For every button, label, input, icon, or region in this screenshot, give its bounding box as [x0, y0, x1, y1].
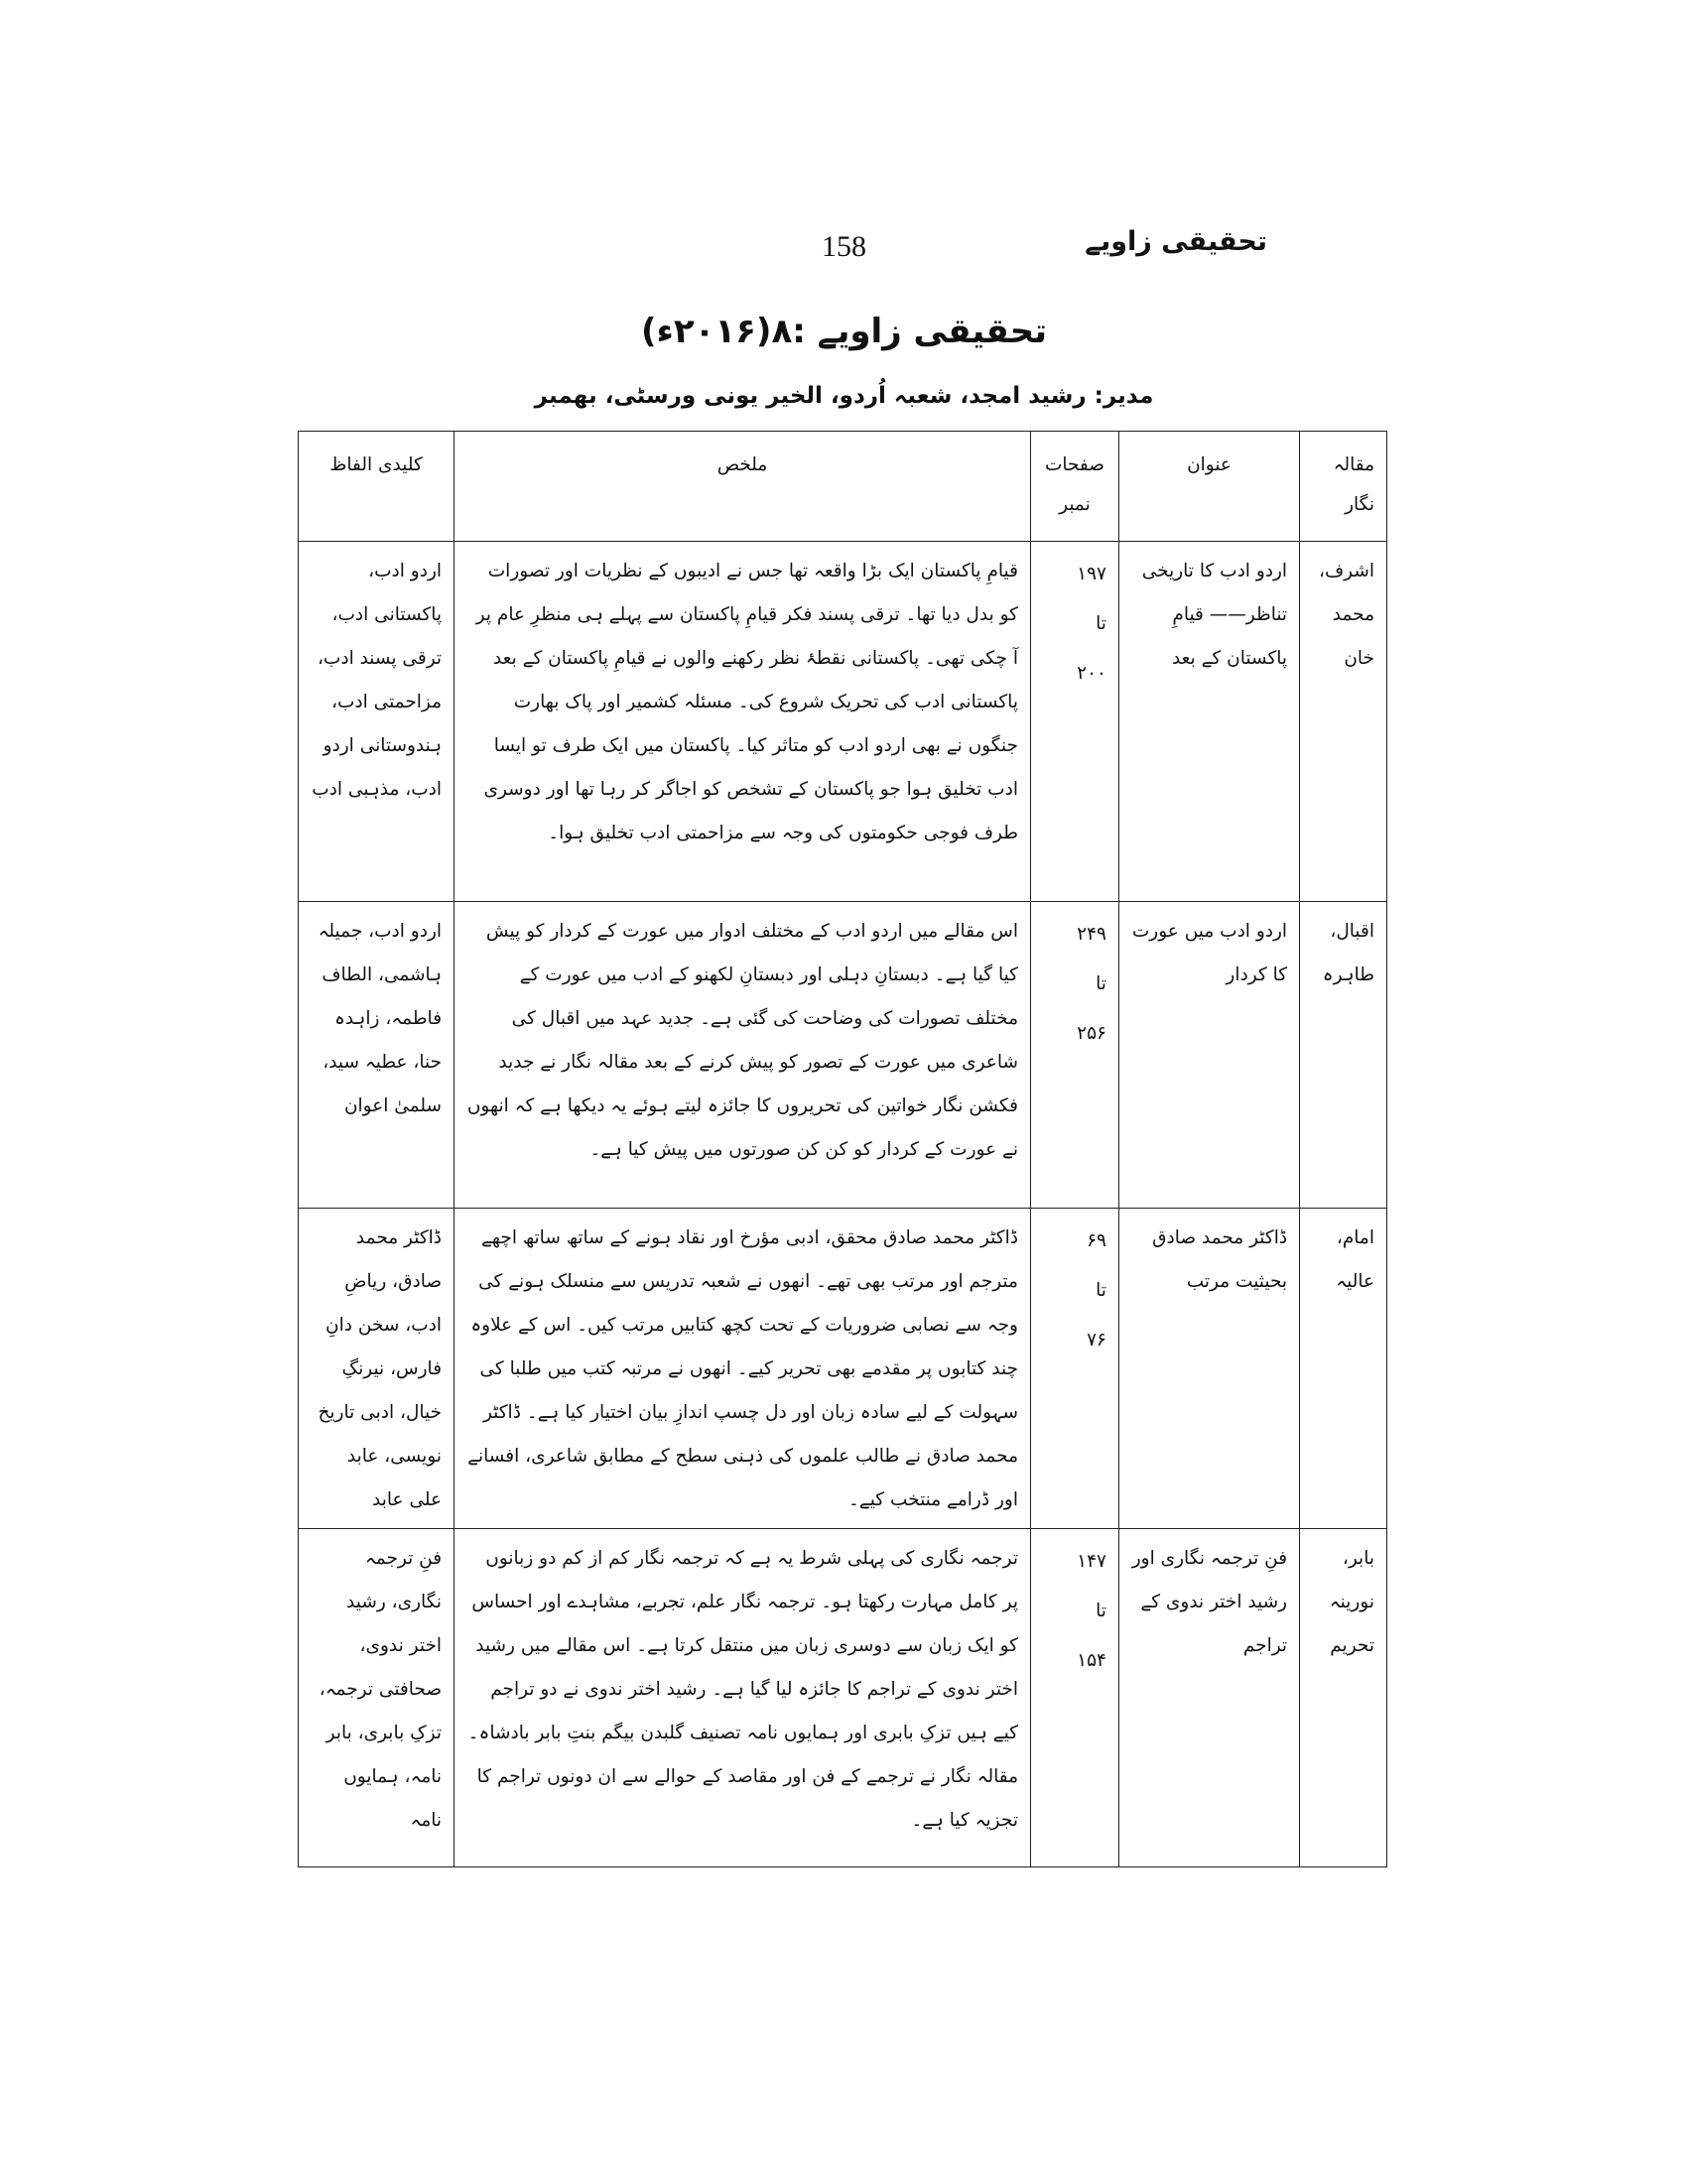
- page-to-word: تا: [1096, 973, 1106, 994]
- table-header-row: [299, 432, 1387, 542]
- page-number: 158: [822, 230, 866, 263]
- page-from: ۱۴۷: [1077, 1551, 1106, 1572]
- pages-cell: [1030, 902, 1118, 1209]
- table-row: [299, 542, 1387, 902]
- title-cell: اردو ادب کا تاریخی تناظر—— قیامِ پاکستان کے بعد: [1118, 542, 1299, 902]
- article-index-table: [298, 431, 1387, 1867]
- author-cell: اشرف، محمد خان: [1300, 542, 1387, 902]
- page-to: ۱۵۴: [1077, 1650, 1106, 1671]
- summary-cell: ترجمہ نگاری کی پہلی شرط یہ ہے کہ ترجمہ نگار کم از کم دو زبانوں پر کامل مہارت رکھتا ہو۔ ترجمہ نگار علم، تجربے، مشاہدے اور احساس کو ایک زبان سے دوسری زبان میں منتقل کرتا ہے۔ اس مقالے میں رشید اختر ندوی کے تراجم کا جائزہ لیا گیا ہے۔ رشید اختر ندوی نے دو تراجم کیے ہیں تزکِ بابری اور ہمایوں نامہ تصنیف گلبدن بیگم بنتِ بابر بادشاہ۔ مقالہ نگار نے ترجمے کے فن اور مقاصد کے حوالے سے ان دونوں تراجم کا تجزیہ کیا ہے۔: [454, 1529, 1031, 1867]
- keywords-cell: اردو ادب، جمیلہ ہاشمی، الطاف فاطمہ، زاہدہ حنا، عطیہ سید، سلمیٰ اعوان: [299, 902, 454, 1209]
- page-to-word: تا: [1096, 1280, 1106, 1301]
- header-pages: صفحات نمبر: [1030, 432, 1118, 542]
- running-head: تحقیقی زاویے: [1085, 226, 1267, 257]
- editor-line: مدیر: رشید امجد، شعبہ اُردو، الخیر یونی ورسٹی، بھمبر: [534, 383, 1154, 409]
- page-from: ۲۴۹: [1077, 924, 1106, 945]
- table-row: [299, 1209, 1387, 1529]
- header-keywords: کلیدی الفاظ: [299, 432, 454, 542]
- keywords-cell: فنِ ترجمہ نگاری، رشید اختر ندوی، صحافتی ترجمہ، تزکِ بابری، بابر نامہ، ہمایوں نامہ: [299, 1529, 454, 1867]
- page-to-word: تا: [1096, 613, 1106, 634]
- pages-cell: [1030, 542, 1118, 902]
- title-cell: ڈاکٹر محمد صادق بحیثیت مرتب: [1118, 1209, 1299, 1529]
- pages-cell: [1030, 1529, 1118, 1867]
- keywords-cell: اردو ادب، پاکستانی ادب، ترقی پسند ادب، مزاحمتی ادب، ہندوستانی اردو ادب، مذہبی ادب: [299, 542, 454, 902]
- table-row: [299, 1529, 1387, 1867]
- page-to-word: تا: [1096, 1601, 1106, 1621]
- table-row: [299, 902, 1387, 1209]
- journal-title: تحقیقی زاویے :۸(۲۰۱۶ء): [640, 312, 1048, 351]
- page-from: ۶۹: [1087, 1230, 1106, 1251]
- page-to: ۲۵۶: [1077, 1023, 1106, 1044]
- summary-cell: اس مقالے میں اردو ادب کے مختلف ادوار میں عورت کے کردار کو پیش کیا گیا ہے۔ دبستانِ دہلی اور دبستانِ لکھنو کے ادب میں عورت کے مختلف تصورات کی وضاحت کی گئی ہے۔ جدید عہد میں اقبال کی شاعری میں عورت کے تصور کو پیش کرنے کے بعد مقالہ نگار نے جدید فکشن نگار خواتین کی تحریروں کا جائزہ لیتے ہوئے یہ دیکھا ہے کہ انھوں نے عورت کے کردار کو کن کن صورتوں میں پیش کیا ہے۔: [454, 902, 1031, 1209]
- header-summary: ملخص: [454, 432, 1031, 542]
- author-cell: امام، عالیہ: [1300, 1209, 1387, 1529]
- keywords-cell: ڈاکٹر محمد صادق، ریاضِ ادب، سخن دانِ فارس، نیرنگِ خیال، ادبی تاریخ نویسی، عابد علی عابد: [299, 1209, 454, 1529]
- title-cell: اردو ادب میں عورت کا کردار: [1118, 902, 1299, 1209]
- page-to: ۷۶: [1087, 1330, 1106, 1350]
- page-to: ۲۰۰: [1077, 663, 1106, 684]
- pages-cell: [1030, 1209, 1118, 1529]
- summary-cell: قیامِ پاکستان ایک بڑا واقعہ تھا جس نے ادیبوں کے نظریات اور تصورات کو بدل دیا تھا۔ ترقی پسند فکر قیامِ پاکستان سے پہلے ہی منظرِ عام پر آ چکی تھی۔ پاکستانی نقطۂ نظر رکھنے والوں نے قیامِ پاکستان کے بعد پاکستانی ادب کی تحریک شروع کی۔ مسئلہ کشمیر اور پاک بھارت جنگوں نے بھی اردو ادب کو متاثر کیا۔ پاکستان میں ایک طرف تو ایسا ادب تخلیق ہوا جو پاکستان کے تشخص کو اجاگر کر رہا تھا اور دوسری طرف فوجی حکومتوں کی وجہ سے مزاحمتی ادب تخلیق ہوا۔: [454, 542, 1031, 902]
- header-title: عنوان: [1118, 432, 1299, 542]
- author-cell: اقبال، طاہرہ: [1300, 902, 1387, 1209]
- header-author: مقالہ نگار: [1300, 432, 1387, 542]
- title-cell: فنِ ترجمہ نگاری اور رشید اختر ندوی کے تراجم: [1118, 1529, 1299, 1867]
- page-from: ۱۹۷: [1077, 564, 1106, 584]
- author-cell: بابر، نورینہ تحریم: [1300, 1529, 1387, 1867]
- summary-cell: ڈاکٹر محمد صادق محقق، ادبی مؤرخ اور نقاد ہونے کے ساتھ ساتھ اچھے مترجم اور مرتب بھی تھے۔ انھوں نے شعبہ تدریس سے منسلک ہونے کی وجہ سے نصابی ضروریات کے تحت کچھ کتابیں مرتب کیں۔ اس کے علاوہ چند کتابوں پر مقدمے بھی تحریر کیے۔ انھوں نے مرتبہ کتب میں طلبا کی سہولت کے لیے سادہ زبان اور دل چسپ اندازِ بیان اختیار کیا ہے۔ ڈاکٹر محمد صادق نے طالب علموں کی ذہنی سطح کے مطابق شاعری، افسانے اور ڈرامے منتخب کیے۔: [454, 1209, 1031, 1529]
